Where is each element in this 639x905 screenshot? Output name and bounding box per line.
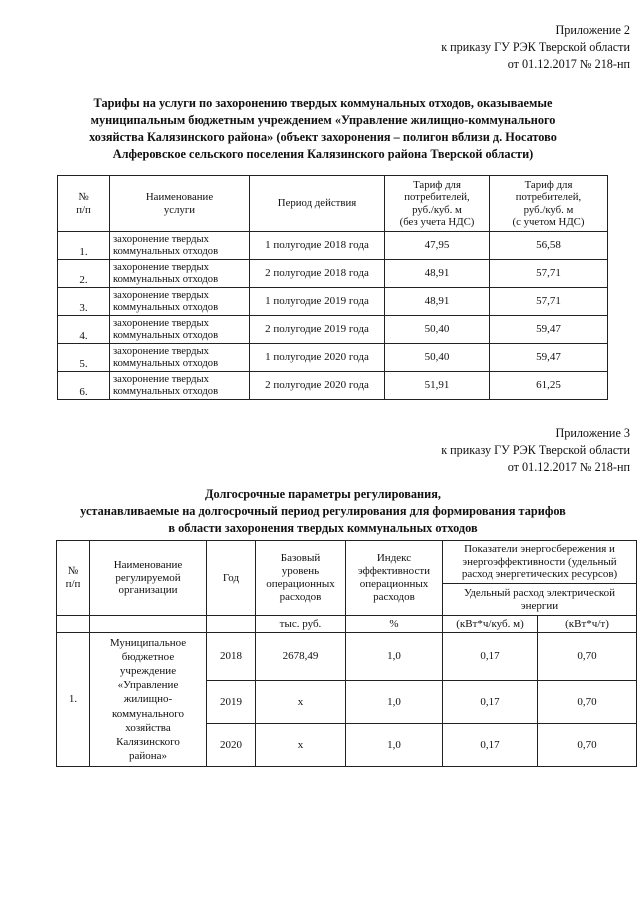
table-row: 4. захоронение твердых коммунальных отходов 2 полугодие 2019 года 50,40 59,47 bbox=[58, 316, 608, 344]
appendix2-order: к приказу ГУ РЭК Тверской области bbox=[441, 40, 630, 54]
tariff-table-header-row bbox=[58, 176, 608, 232]
t2-header-index: Индекс эффективности операционных расходов bbox=[346, 541, 443, 616]
header-num: № п/п bbox=[58, 176, 110, 232]
table-row: 1. Муниципальное бюджетное учреждение «Управление жилищно- коммунального хозяйства Калязинского района» 2018 2678,49 1,0 0,17 0,70 bbox=[57, 633, 637, 681]
table2-header-row bbox=[57, 541, 637, 584]
table-row: 6. захоронение твердых коммунальных отходов 2 полугодие 2020 года 51,91 61,25 bbox=[58, 372, 608, 400]
table-row: 3. захоронение твердых коммунальных отходов 1 полугодие 2019 года 48,91 57,71 bbox=[58, 288, 608, 316]
t2-header-base: Базовый уровень операционных расходов bbox=[256, 541, 346, 616]
table-row: 5. захоронение твердых коммунальных отходов 1 полугодие 2020 года 50,40 59,47 bbox=[58, 344, 608, 372]
regulation-parameters-table bbox=[56, 540, 637, 767]
table-row: 2. захоронение твердых коммунальных отходов 2 полугодие 2018 года 48,91 57,71 bbox=[58, 260, 608, 288]
unit-base: тыс. руб. bbox=[256, 616, 346, 633]
table-row: 2020 x 1,0 0,17 0,70 bbox=[57, 724, 637, 767]
table-row: 2019 x 1,0 0,17 0,70 bbox=[57, 681, 637, 724]
appendix3-header bbox=[441, 425, 630, 476]
unit-e2: (кВт*ч/т) bbox=[538, 616, 637, 633]
appendix3-date: от 01.12.2017 № 218-нп bbox=[507, 460, 630, 474]
appendix3-title: Долгосрочные параметры регулирования, устанавливаемые на долгосрочный период регулирования для формирования тарифов в области захоронения твердых коммунальных отходов bbox=[80, 487, 566, 535]
t2-header-org: Наименование регулируемой организации bbox=[90, 541, 207, 616]
t2-header-year: Год bbox=[207, 541, 256, 616]
tariff-table bbox=[57, 175, 608, 400]
appendix3-label: Приложение 3 bbox=[555, 426, 630, 440]
t2-header-energy: Показатели энергосбережения и энергоэффективности (удельный расход энергетических ресурсов) bbox=[443, 541, 637, 584]
unit-index: % bbox=[346, 616, 443, 633]
table-row: 1. захоронение твердых коммунальных отходов 1 полугодие 2018 года 47,95 56,58 bbox=[58, 232, 608, 260]
appendix3-order: к приказу ГУ РЭК Тверской области bbox=[441, 443, 630, 457]
header-period: Период действия bbox=[250, 176, 385, 232]
header-tariff-no-vat: Тариф для потребителей, руб./куб. м (без учета НДС) bbox=[385, 176, 490, 232]
unit-e1: (кВт*ч/куб. м) bbox=[443, 616, 538, 633]
appendix2-header bbox=[441, 22, 630, 73]
table2-units-row bbox=[57, 616, 637, 633]
header-tariff-vat: Тариф для потребителей, руб./куб. м (с учетом НДС) bbox=[490, 176, 608, 232]
t2-org-name: Муниципальное бюджетное учреждение «Управление жилищно- коммунального хозяйства Калязинского района» bbox=[90, 633, 207, 767]
appendix2-title: Тарифы на услуги по захоронению твердых коммунальных отходов, оказываемые муниципальным бюджетным учреждением «Управление жилищно-коммунального хозяйства Калязинского района» (объект захоронения – полигон вблизи д. Носатово Алферовское сельского поселения Калязинского района Тверской области) bbox=[89, 96, 557, 161]
header-service: Наименование услуги bbox=[110, 176, 250, 232]
appendix2-label: Приложение 2 bbox=[555, 23, 630, 37]
t2-row-num: 1. bbox=[57, 633, 90, 767]
t2-header-electric: Удельный расход электрической энергии bbox=[443, 584, 637, 616]
appendix2-date: от 01.12.2017 № 218-нп bbox=[507, 57, 630, 71]
t2-header-num: № п/п bbox=[57, 541, 90, 616]
